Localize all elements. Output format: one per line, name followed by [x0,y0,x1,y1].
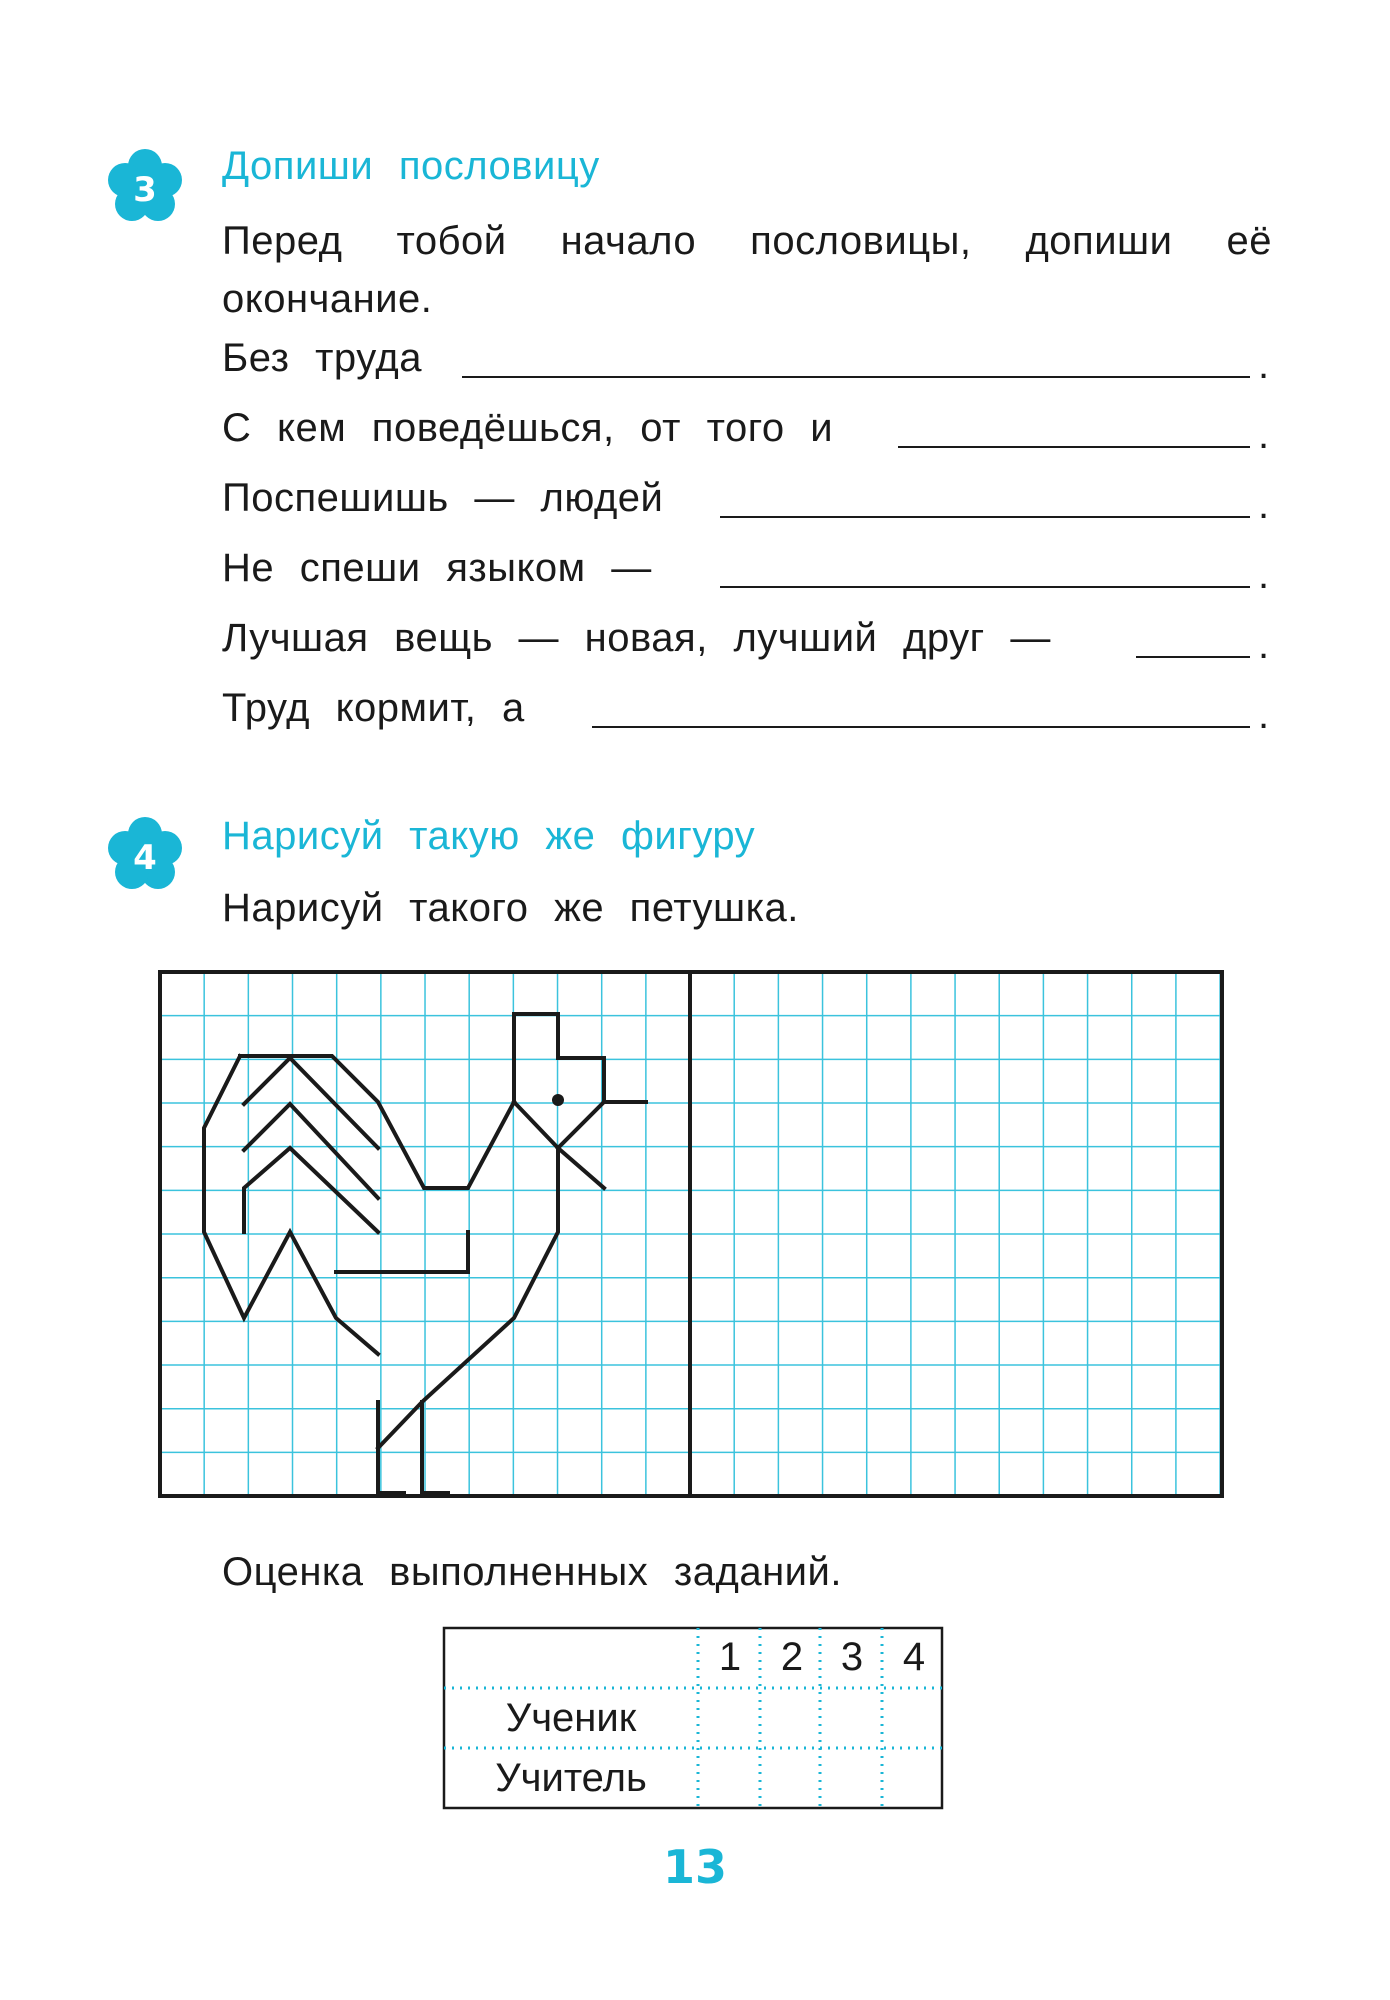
answer-line-5[interactable] [1136,656,1250,658]
row-teacher: Учитель [495,1756,647,1800]
period-2: . [1258,413,1270,457]
period-6: . [1258,693,1270,737]
answer-line-3[interactable] [720,516,1250,518]
period-5: . [1258,623,1270,667]
proverb-2: С кем поведёшься, от того и [222,406,834,450]
column-task-2: 2 [780,1635,804,1679]
page-number: 13 [662,1840,727,1894]
period-4: . [1258,553,1270,597]
task-3-flower-icon [104,146,186,228]
task-4-instruction: Нарисуй такого же петушка. [222,886,799,930]
task-4-number: 4 [133,838,157,878]
answer-line-6[interactable] [592,726,1250,728]
answer-line-1[interactable] [462,376,1250,378]
rooster-leg-left [378,1402,404,1493]
task-3-instruction: Перед тобой начало пословицы, допиши её окончание. [222,219,1272,321]
answer-line-4[interactable] [720,586,1250,588]
period-3: . [1258,483,1270,527]
drawing-grid [158,970,1228,1500]
answer-line-2[interactable] [898,446,1250,448]
rooster-comb [514,1014,604,1102]
rooster-feather-2 [244,1104,378,1198]
proverb-3: Поспешишь — людей [222,476,664,520]
rooster-eye [552,1094,564,1106]
proverb-4: Не спеши языком — [222,546,652,590]
column-task-1: 1 [718,1635,742,1679]
proverb-6: Труд кормит, а [222,686,525,730]
column-task-4: 4 [902,1635,926,1679]
task-3-number: 3 [133,170,157,210]
rooster-wattle [558,1102,604,1188]
task-4-title: Нарисуй такую же фигуру [222,814,756,858]
column-task-3: 3 [840,1635,864,1679]
task-4-flower-icon [104,814,186,896]
rooster-leg-right [422,1402,448,1493]
task-3-title: Допиши пословицу [222,144,600,188]
evaluation-label: Оценка выполненных заданий. [222,1550,842,1594]
rooster-wing [336,1232,468,1272]
proverb-5: Лучшая вещь — новая, лучший друг — [222,616,1051,660]
period-1: . [1258,343,1270,387]
proverb-1: Без труда [222,336,422,380]
row-student: Ученик [505,1696,637,1740]
rooster-tail-outline [240,1056,514,1188]
